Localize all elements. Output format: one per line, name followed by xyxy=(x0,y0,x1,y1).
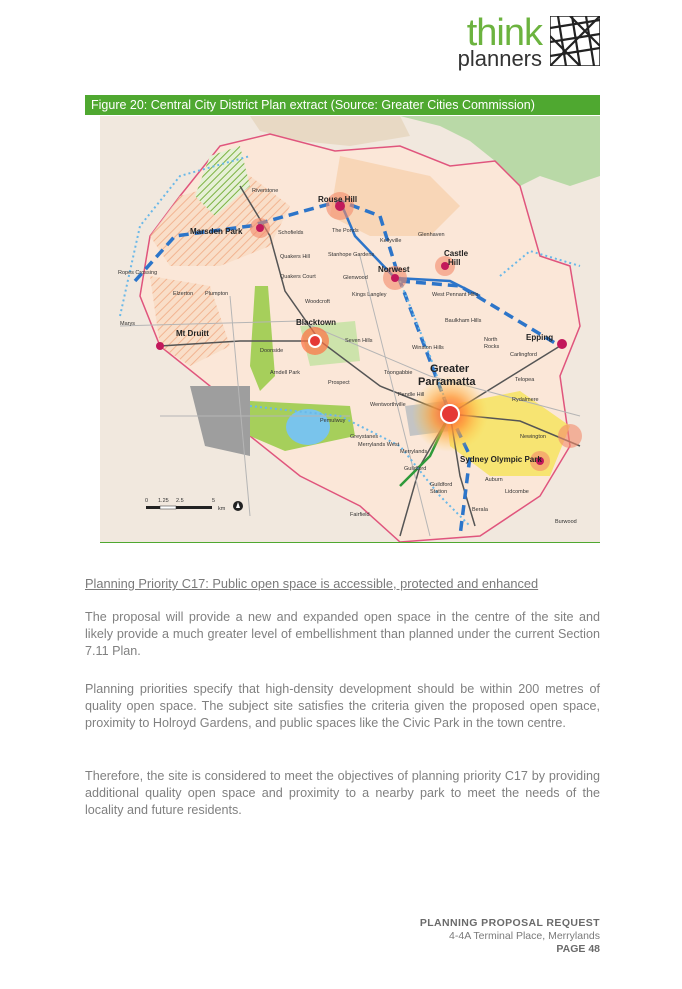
svg-text:Quakers Hill: Quakers Hill xyxy=(280,254,310,260)
svg-text:Station: Station xyxy=(430,489,448,495)
svg-text:Elzerton: Elzerton xyxy=(173,291,194,297)
svg-text:Marys: Marys xyxy=(120,321,135,327)
logo-word-think: think xyxy=(466,12,542,54)
svg-text:Pemulwuy: Pemulwuy xyxy=(320,418,346,424)
svg-text:Schofields: Schofields xyxy=(278,230,304,236)
svg-text:Newington: Newington xyxy=(520,434,546,440)
footer-title: PLANNING PROPOSAL REQUEST xyxy=(419,917,600,929)
district-plan-map xyxy=(100,116,600,543)
svg-text:Burwood: Burwood xyxy=(555,519,577,525)
figure-caption: Figure 20: Central City District Plan extract (Source: Greater Cities Commission) xyxy=(85,95,600,115)
page-number: PAGE 48 xyxy=(556,943,600,955)
paragraph-1: The proposal will provide a new and expanded open space in the centre of the site and likely provide a much greater level of embellishment than planned under the current Section 7.11 Plan. xyxy=(85,610,600,658)
svg-text:Parramatta: Parramatta xyxy=(418,376,476,388)
svg-text:Epping: Epping xyxy=(526,333,554,342)
svg-text:Kings Langley: Kings Langley xyxy=(352,292,387,298)
svg-text:Quakers Court: Quakers Court xyxy=(280,274,316,280)
svg-text:Plumpton: Plumpton xyxy=(205,291,229,297)
svg-text:Greystanes: Greystanes xyxy=(350,434,379,440)
section-heading: Planning Priority C17: Public open space is accessible, protected and enhanced xyxy=(85,576,539,591)
svg-text:Castle: Castle xyxy=(444,249,469,258)
svg-text:Telopea: Telopea xyxy=(515,377,535,383)
svg-text:Guildford: Guildford xyxy=(430,482,453,488)
logo-wordmark xyxy=(458,14,542,70)
svg-text:Merrylands West: Merrylands West xyxy=(358,442,400,448)
svg-text:Merrylands: Merrylands xyxy=(400,449,428,455)
svg-text:Kellyville: Kellyville xyxy=(380,238,402,244)
footer-address: 4-4A Terminal Place, Merrylands xyxy=(449,930,600,942)
company-logo xyxy=(448,14,600,70)
paragraph-2: Planning priorities specify that high-density development should be within 200 metres of quality open space. The subject site satisfies the criteria given the proposed open space, proximity to Holroyd Gardens, and public spaces like the Civic Park in the town centre. xyxy=(85,682,600,730)
svg-text:Fairfield: Fairfield xyxy=(350,512,370,518)
svg-text:The Ponds: The Ponds xyxy=(332,228,359,234)
logo-map-icon xyxy=(550,16,600,66)
svg-text:Rouse Hill: Rouse Hill xyxy=(318,195,358,204)
svg-text:Pendle Hill: Pendle Hill xyxy=(398,392,425,398)
svg-text:North: North xyxy=(484,337,498,343)
svg-text:Glenhaven: Glenhaven xyxy=(418,232,445,238)
svg-text:Wentworthville: Wentworthville xyxy=(370,402,406,408)
svg-text:Baulkham Hills: Baulkham Hills xyxy=(445,318,482,324)
svg-text:Greater: Greater xyxy=(430,363,470,375)
svg-text:Rydalmere: Rydalmere xyxy=(512,397,539,403)
svg-text:Rocks: Rocks xyxy=(484,344,500,350)
svg-text:Toongabbie: Toongabbie xyxy=(384,370,413,376)
svg-text:1.25: 1.25 xyxy=(158,498,169,504)
svg-text:5: 5 xyxy=(212,498,216,504)
svg-text:West Pennant Hills: West Pennant Hills xyxy=(432,292,479,298)
svg-text:Woodcroft: Woodcroft xyxy=(305,299,330,305)
svg-text:Stanhope Gardens: Stanhope Gardens xyxy=(328,252,375,258)
svg-text:Norwest: Norwest xyxy=(378,265,410,274)
paragraph-3: Therefore, the site is considered to meet the objectives of planning priority C17 by providing additional quality open space and proximity to a nearby park to meet the needs of the locality and future residents. xyxy=(85,769,600,817)
svg-text:Sydney Olympic Park: Sydney Olympic Park xyxy=(460,455,542,464)
svg-text:Marsden Park: Marsden Park xyxy=(190,227,243,236)
svg-text:Riverstone: Riverstone xyxy=(252,188,279,194)
map-graphic xyxy=(100,116,600,542)
svg-text:Lidcombe: Lidcombe xyxy=(505,489,529,495)
svg-text:Glenwood: Glenwood xyxy=(343,275,368,281)
svg-text:Arndell Park: Arndell Park xyxy=(270,370,300,376)
svg-text:Doonside: Doonside xyxy=(260,348,284,354)
svg-text:Mt Druitt: Mt Druitt xyxy=(176,329,209,338)
svg-text:2.5: 2.5 xyxy=(176,498,184,504)
svg-text:Blacktown: Blacktown xyxy=(296,318,337,327)
svg-text:Carlingford: Carlingford xyxy=(510,352,537,358)
svg-text:Winston Hills: Winston Hills xyxy=(412,345,444,351)
svg-text:Auburn: Auburn xyxy=(485,477,503,483)
svg-text:Prospect: Prospect xyxy=(328,380,350,386)
logo-word-planners: planners xyxy=(457,46,542,71)
svg-text:Berala: Berala xyxy=(472,507,488,513)
svg-text:Ropes Crossing: Ropes Crossing xyxy=(118,270,158,276)
svg-text:0: 0 xyxy=(145,498,149,504)
svg-text:km: km xyxy=(218,506,226,512)
svg-text:Guildford: Guildford xyxy=(404,466,427,472)
svg-text:Hill: Hill xyxy=(448,258,461,267)
svg-text:Seven Hills: Seven Hills xyxy=(345,338,373,344)
page-footer xyxy=(420,917,600,956)
